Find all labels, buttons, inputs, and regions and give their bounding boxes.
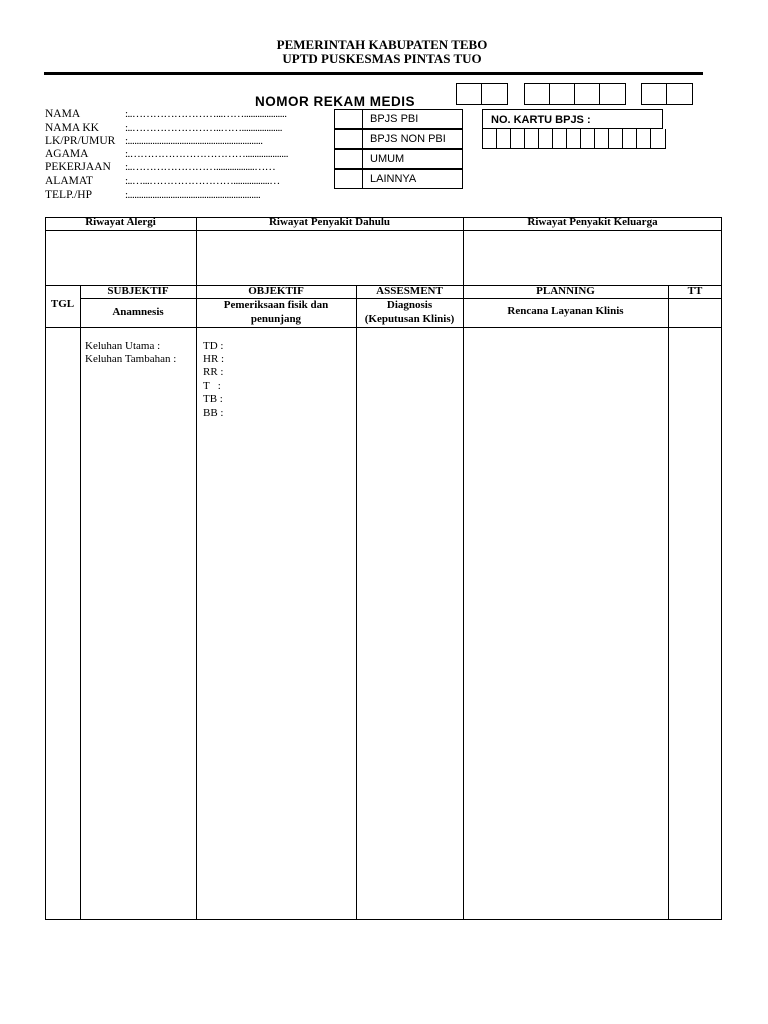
- vital-rr: RR :: [203, 366, 224, 378]
- planning-subheader: Rencana Layanan Klinis: [507, 305, 624, 317]
- assesment-subheader-line2: (Keputusan Klinis): [364, 313, 455, 325]
- header-divider: [44, 72, 703, 75]
- column-tt: TT: [687, 285, 703, 297]
- checkbox-bpjs-pbi[interactable]: [335, 110, 363, 128]
- record-number-group-3[interactable]: [641, 83, 693, 105]
- field-label-alamat: ALAMAT: [45, 175, 93, 187]
- category-lainnya[interactable]: [334, 169, 463, 189]
- planning-cell[interactable]: [464, 328, 668, 919]
- assesment-subheader-line1: Diagnosis: [386, 299, 433, 311]
- vital-hr: HR :: [203, 353, 225, 365]
- objektif-cell[interactable]: [197, 328, 356, 919]
- vital-bb: BB :: [203, 407, 224, 419]
- tt-cell[interactable]: [669, 328, 721, 919]
- field-line-alamat[interactable]: :..…...……………………................…: [125, 175, 280, 187]
- checkbox-umum[interactable]: [335, 150, 363, 168]
- column-assesment: ASSESMENT: [376, 285, 443, 297]
- allergy-history-cell[interactable]: [46, 231, 196, 285]
- past-disease-history-header: Riwayat Penyakit Dahulu: [268, 216, 391, 228]
- vital-t: T :: [203, 380, 221, 392]
- vital-tb: TB :: [203, 393, 223, 405]
- tgl-cell[interactable]: [46, 328, 80, 919]
- past-disease-history-cell[interactable]: [197, 231, 463, 285]
- objektif-subheader-line2: penunjang: [250, 313, 302, 325]
- column-subjektif: SUBJEKTIF: [107, 285, 169, 297]
- header-unit: UPTD PUSKESMAS PINTAS TUO: [282, 51, 482, 66]
- column-tgl: TGL: [50, 298, 75, 310]
- field-line-nama[interactable]: :..……………………...……...................: [125, 108, 287, 120]
- objektif-subheader-line1: Pemeriksaan fisik dan: [223, 299, 329, 311]
- column-planning: PLANNING: [536, 285, 595, 297]
- field-line-lk-pr-umur[interactable]: :............................................................: [125, 135, 263, 147]
- category-label-bpjs-pbi: BPJS PBI: [370, 113, 419, 125]
- field-line-pekerjaan[interactable]: :..…………………….................……: [125, 161, 276, 173]
- category-label-lainnya: LAINNYA: [370, 173, 417, 185]
- family-disease-history-cell[interactable]: [464, 231, 721, 285]
- column-objektif: OBJEKTIF: [248, 285, 304, 297]
- family-disease-history-header: Riwayat Penyakit Keluarga: [527, 216, 658, 228]
- field-label-nama: NAMA: [45, 108, 81, 120]
- bpjs-card-number-cells[interactable]: [482, 129, 666, 149]
- header-institution: PEMERINTAH KABUPATEN TEBO: [276, 37, 488, 52]
- field-label-agama: AGAMA: [45, 148, 89, 160]
- subjektif-subheader: Anamnesis: [112, 306, 164, 318]
- allergy-history-header: Riwayat Alergi: [85, 216, 156, 228]
- bpjs-card-number-label: NO. KARTU BPJS :: [482, 109, 663, 129]
- category-label-umum: UMUM: [370, 153, 405, 165]
- keluhan-tambahan-label: Keluhan Tambahan :: [85, 353, 177, 365]
- category-bpjs-non-pbi[interactable]: [334, 129, 463, 149]
- checkbox-bpjs-non-pbi[interactable]: [335, 130, 363, 148]
- field-label-lk-pr-umur: LK/PR/UMUR: [45, 135, 116, 147]
- category-umum[interactable]: [334, 149, 463, 169]
- field-line-telp-hp[interactable]: :...........................................................: [125, 189, 261, 201]
- field-line-agama[interactable]: :.……………………………...................: [125, 148, 289, 160]
- assesment-cell[interactable]: [357, 328, 463, 919]
- keluhan-utama-label: Keluhan Utama :: [85, 340, 161, 352]
- category-bpjs-pbi[interactable]: [334, 109, 463, 129]
- record-number-group-2[interactable]: [524, 83, 626, 105]
- medical-record-number-label: NOMOR REKAM MEDIS: [255, 94, 415, 109]
- checkbox-lainnya[interactable]: [335, 170, 363, 188]
- field-label-telp-hp: TELP./HP: [45, 189, 92, 201]
- record-number-group-1[interactable]: [456, 83, 508, 105]
- category-label-bpjs-non-pbi: BPJS NON PBI: [370, 133, 446, 145]
- field-line-nama-kk[interactable]: :..……………………..……..................: [125, 122, 283, 134]
- vital-td: TD :: [203, 340, 224, 352]
- field-label-pekerjaan: PEKERJAAN: [45, 161, 111, 173]
- subjektif-cell[interactable]: [81, 328, 196, 919]
- field-label-nama-kk: NAMA KK: [45, 122, 99, 134]
